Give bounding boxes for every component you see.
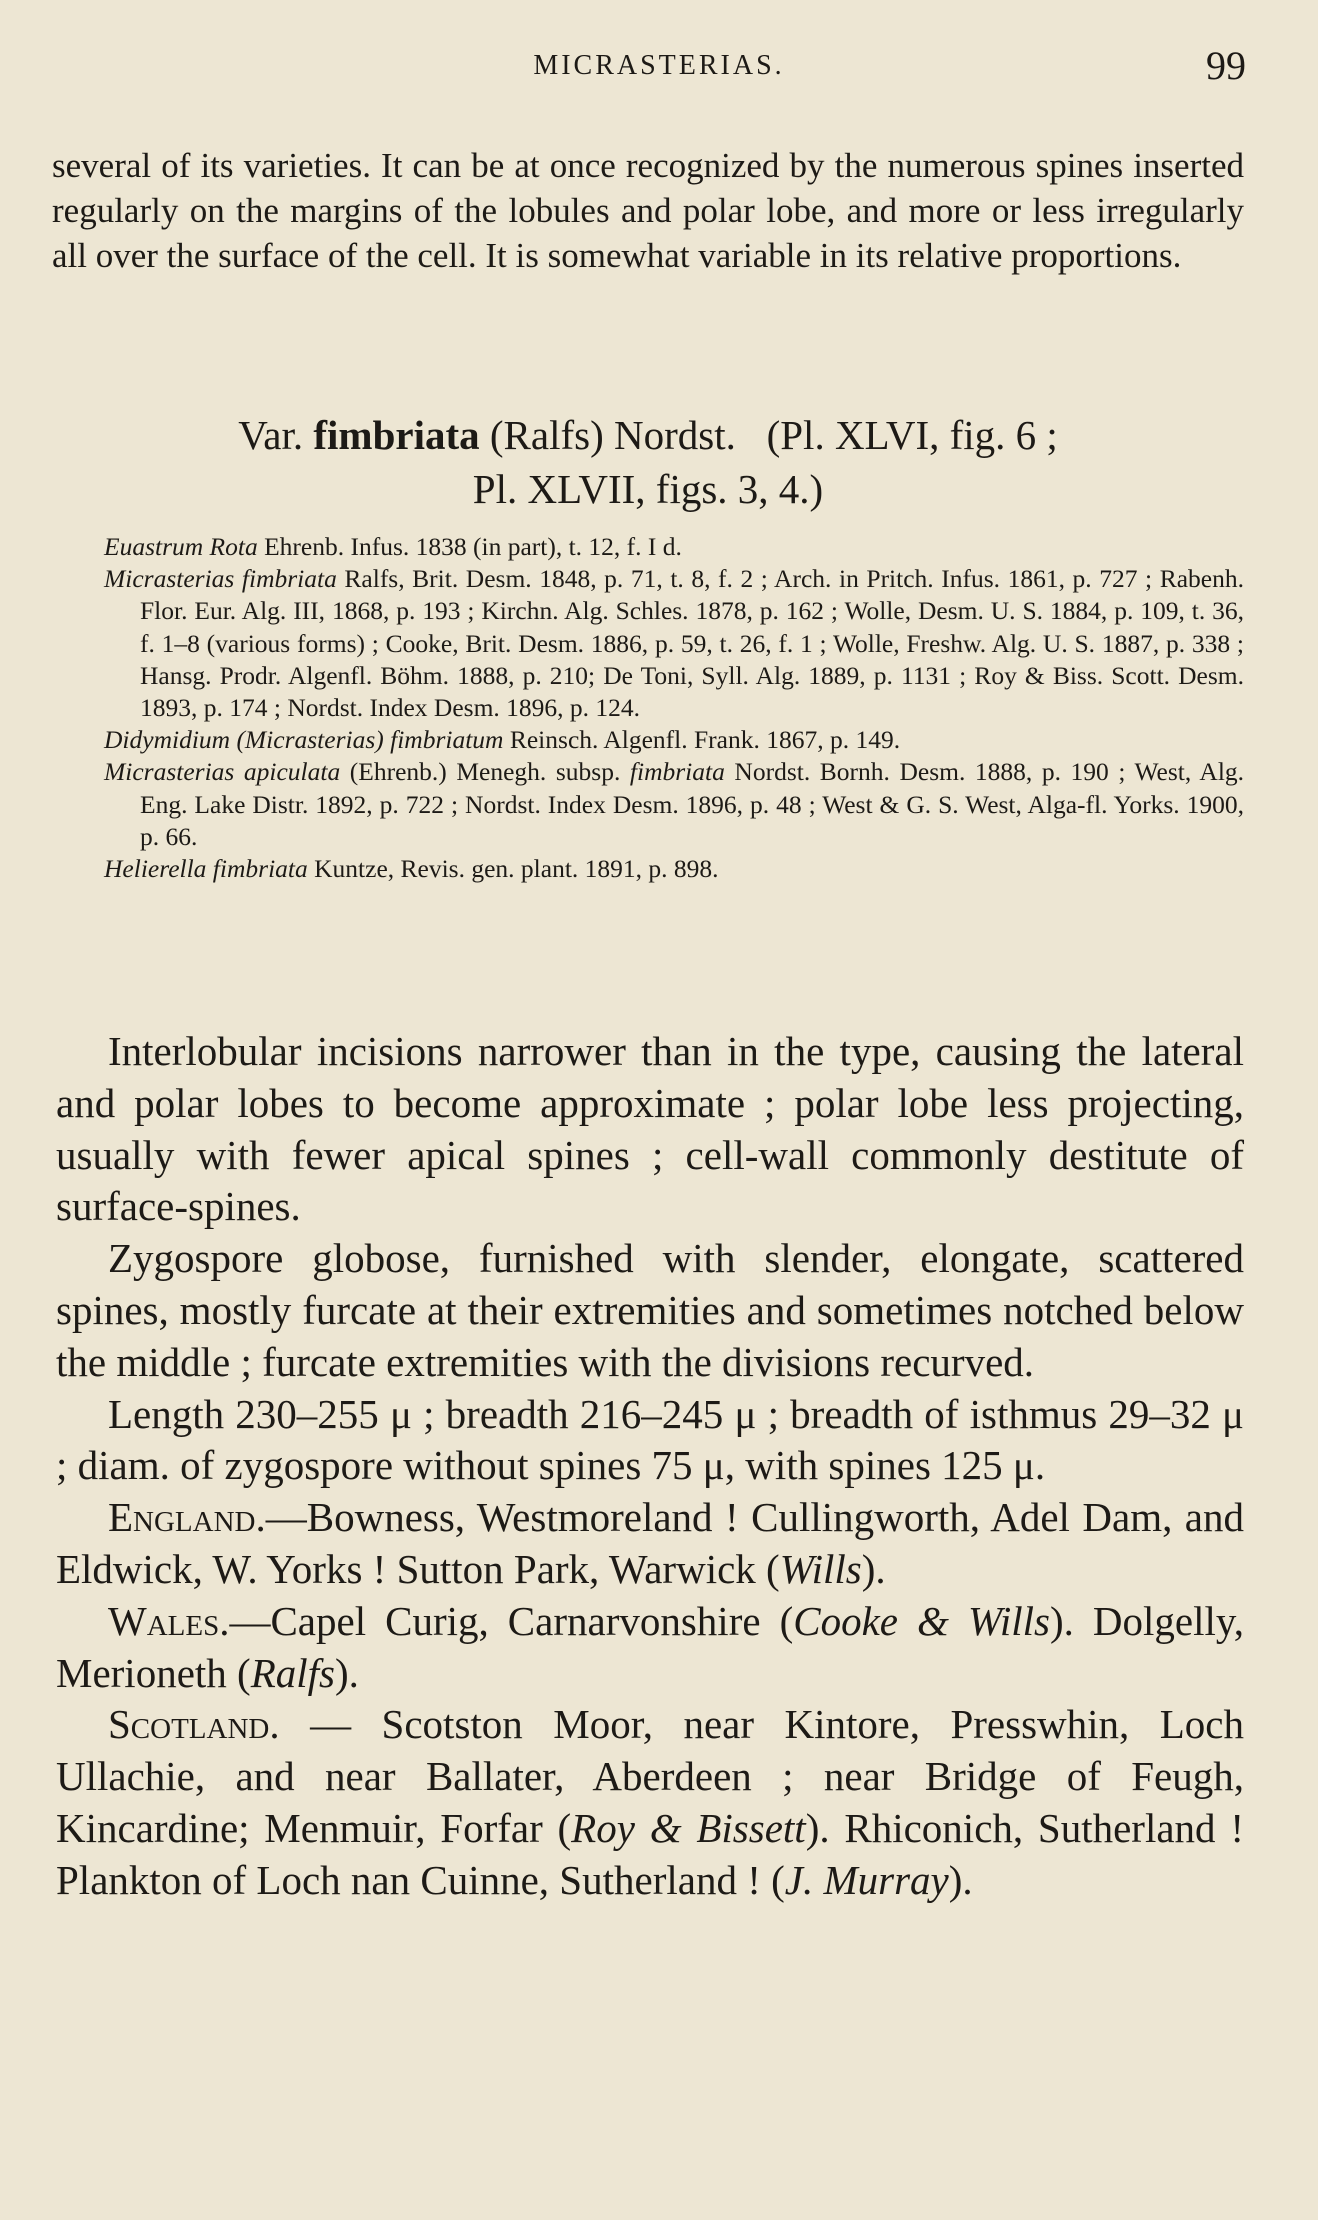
page-number: 99 (1206, 43, 1246, 88)
locality-text: ). (948, 1856, 973, 1903)
locality-label: Wales. (108, 1597, 230, 1644)
synonym-citation: Kuntze, Revis. gen. plant. 1891, p. 898. (314, 854, 719, 884)
locality-text: — Scotston Moor, near Kintore, Presswhin, Loch Ullachie, and near Ballater, Aberdeen ; near Bridge of Feugh, Kincardine; Menmuir, Forfar ( (56, 1701, 1244, 1851)
locality-text: —Capel Curig, Carnarvonshire ( (229, 1597, 794, 1644)
variety-heading-line1 (52, 408, 1244, 462)
variety-heading-line2: Pl. XLVII, figs. 3, 4.) (472, 466, 824, 512)
locality-text: ). (335, 1649, 359, 1696)
synonym-name: Helierella fimbriata (104, 854, 308, 884)
locality-wales (56, 1596, 1244, 1700)
locality-text: ). (861, 1545, 886, 1592)
synonym-name: Micrasterias apiculata (104, 757, 341, 787)
locality-text: ). Rhiconich, Sutherland ! Plankton of Loch nan Cuinne, Sutherland ! ( (56, 1804, 1244, 1903)
collector-citation: Wills (779, 1545, 862, 1592)
synonym-citation: Ralfs, Brit. Desm. 1848, p. 71, t. 8, f. 2 ; Arch. in Pritch. Infus. 1861, p. 727 ; Rabenh. Flor. Eur. Alg. III, 1868, p. 193 ; Kirchn. Alg. Schles. 1878, p. 162 ; Wolle, Desm. U. S. 1884, p. 109, t. 36, f. 1–8 (various forms) ; Cooke, Brit. Desm. 1886, p. 59, t. 26, f. 1 ; Wolle, Freshw. Alg. U. S. 1887, p. 338 ; Hansg. Prodr. Algenfl. Böhm. 1888, p. 210; De Toni, Syll. Alg. 1889, p. 1131 ; Roy & Biss. Scott. Desm. 1893, p. 174 ; Nordst. Index Desm. 1896, p. 124. (140, 564, 1244, 723)
collector-citation: Cooke & Wills (793, 1597, 1050, 1644)
synonym-name: Micrasterias fimbriata (104, 564, 337, 594)
synonym-name: Euastrum Rota (104, 532, 258, 561)
locality-label: Scotland. (108, 1701, 280, 1748)
synonym-entry (104, 853, 1244, 885)
description-paragraph: Interlobular incisions narrower than in the type, causing the lateral and polar lobes to become approximate ; polar lobe less projecting, usually with fewer apical spines ; cell-wall commonly destitute of surface-spines. (56, 1028, 1244, 1230)
locality-england (56, 1492, 1244, 1596)
page-header (0, 42, 1318, 92)
synonym-citation: Ehrenb. Infus. 1838 (in part), t. 12, f. I d. (264, 532, 682, 561)
synonym-name: Didymidium (Micrasterias) fimbriatum (104, 725, 504, 755)
synonym-entry (104, 531, 1244, 563)
running-head: MICRASTERIAS. (533, 50, 785, 81)
intro-paragraph: several of its varieties. It can be at once recognized by the numerous spines inserted regularly on the margins of the lobules and polar lobe, and more or less irregularly all over the surface of the cell. It is somewhat variable in its relative proportions. (52, 146, 1244, 275)
locality-text: —Bowness, Westmoreland ! Cullingworth, Adel Dam, and Eldwick, W. Yorks ! Sutton Park, Warwick ( (56, 1494, 1244, 1592)
locality-label: England. (108, 1494, 266, 1541)
synonym-entry (104, 756, 1244, 853)
collector-citation: J. Murray (784, 1856, 949, 1903)
synonym-citation-prefix: (Ehrenb.) Menegh. subsp. (349, 757, 621, 787)
synonym-subsp-name: fimbriata (629, 757, 725, 787)
variety-name: fimbriata (313, 412, 480, 458)
synonymy-block (104, 531, 1244, 885)
variety-prefix: Var. (238, 412, 304, 458)
synonym-entry (104, 724, 1244, 756)
collector-citation: Roy & Bissett (571, 1804, 806, 1851)
variety-authority: (Ralfs) Nordst. (489, 412, 736, 458)
variety-plates-1: (Pl. XLVI, fig. 6 ; (766, 412, 1058, 458)
measurements-paragraph: Length 230–255 μ ; breadth 216–245 μ ; breadth of isthmus 29–32 μ ; diam. of zygospore without spines 75 μ, with spines 125 μ. (56, 1390, 1244, 1489)
locality-scotland (56, 1699, 1244, 1906)
synonym-citation: Reinsch. Algenfl. Frank. 1867, p. 149. (509, 725, 901, 755)
synonym-entry (104, 563, 1244, 724)
synonym-citation: Nordst. Bornh. Desm. 1888, p. 190 ; West, Alg. Eng. Lake Distr. 1892, p. 722 ; Nordst. Index Desm. 1896, p. 48 ; West & G. S. West, Alga-fl. Yorks. 1900, p. 66. (140, 757, 1245, 851)
variety-heading (52, 408, 1244, 516)
collector-citation: Ralfs (250, 1649, 335, 1696)
locality-text: ). Dolgelly, Merioneth ( (56, 1597, 1244, 1696)
zygospore-paragraph: Zygospore globose, furnished with slender, elongate, scattered spines, mostly furcate at their extremities and sometimes notched below the middle ; furcate extremities with the divisions recurved. (56, 1235, 1244, 1385)
description-block (56, 1026, 1244, 1907)
